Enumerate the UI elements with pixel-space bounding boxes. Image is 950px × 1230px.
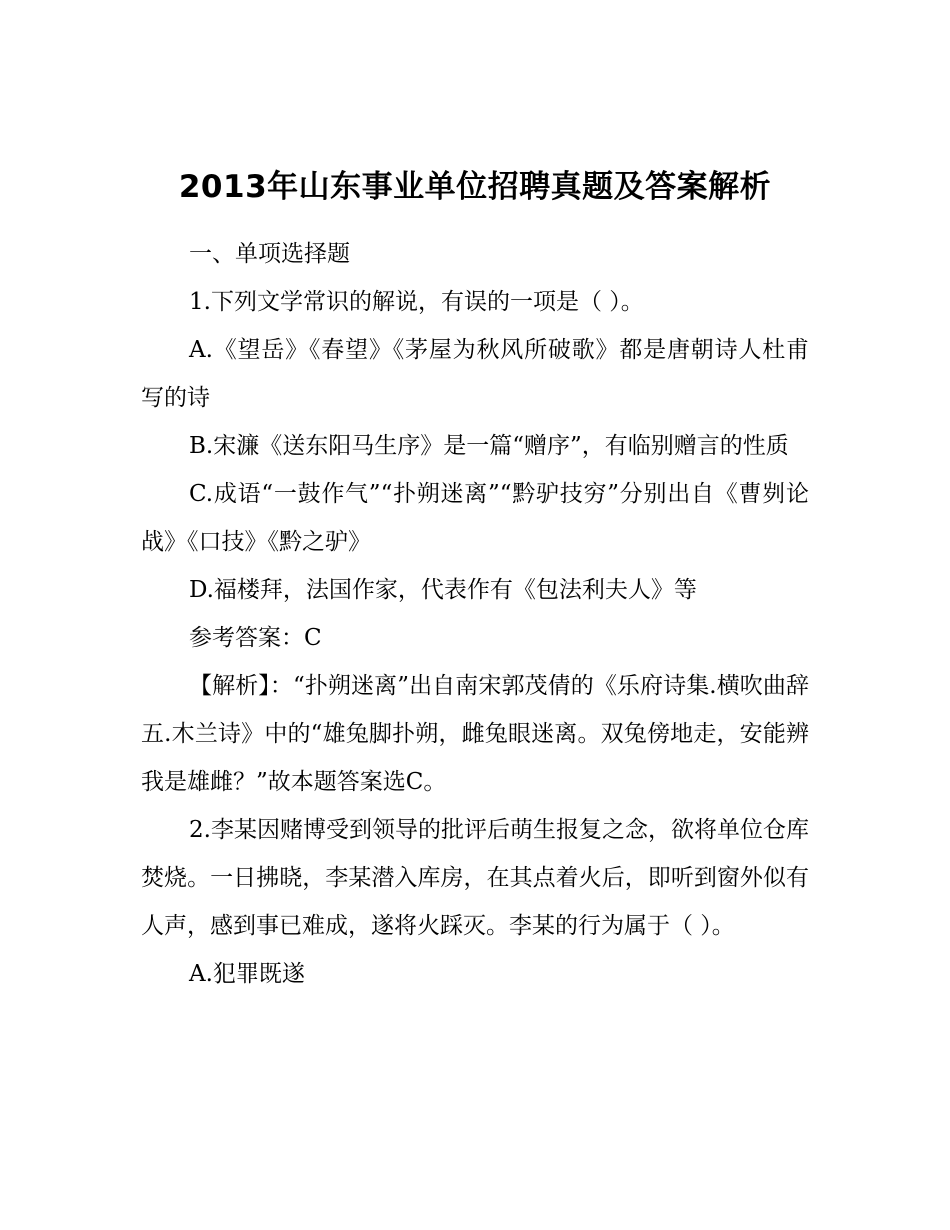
question-2-stem: 2.李某因赌博受到领导的批评后萌生报复之念，欲将单位仓库焚烧。一日拂晓，李某潜入库房，在其点着火后，即听到窗外似有人声，感到事已难成，遂将火踩灭。李某的行为属于（ ）。 bbox=[141, 817, 809, 939]
question-1-option-a: A.《望岳》《春望》《茅屋为秋风所破歌》都是唐朝诗人杜甫写的诗 bbox=[141, 337, 809, 411]
question-1-option-d: D.福楼拜，法国作家，代表作有《包法利夫人》等 bbox=[189, 577, 697, 603]
question-1-stem: 1.下列文学常识的解说，有误的一项是（ ）。 bbox=[189, 289, 644, 315]
question-1-option-c: C.成语“一鼓作气”“扑朔迷离”“黔驴技穷”分别出自《曹刿论战》《口技》《黔之驴》 bbox=[141, 481, 809, 555]
question-1-answer: 参考答案：C bbox=[189, 625, 322, 651]
document-body bbox=[141, 230, 809, 998]
question-1-option-b: B.宋濂《送东阳马生序》是一篇“赠序”，有临别赠言的性质 bbox=[189, 433, 789, 459]
document-title: 2013年山东事业单位招聘真题及答案解析 bbox=[178, 169, 772, 205]
section-heading: 一、单项选择题 bbox=[189, 241, 350, 267]
question-2-option-a: A.犯罪既遂 bbox=[189, 961, 305, 987]
question-1-analysis: 【解析】：“扑朔迷离”出自南宋郭茂倩的《乐府诗集.横吹曲辞五.木兰诗》中的“雄兔脚扑朔，雌兔眼迷离。双兔傍地走，安能辨我是雄雌？”故本题答案选C。 bbox=[141, 673, 809, 795]
